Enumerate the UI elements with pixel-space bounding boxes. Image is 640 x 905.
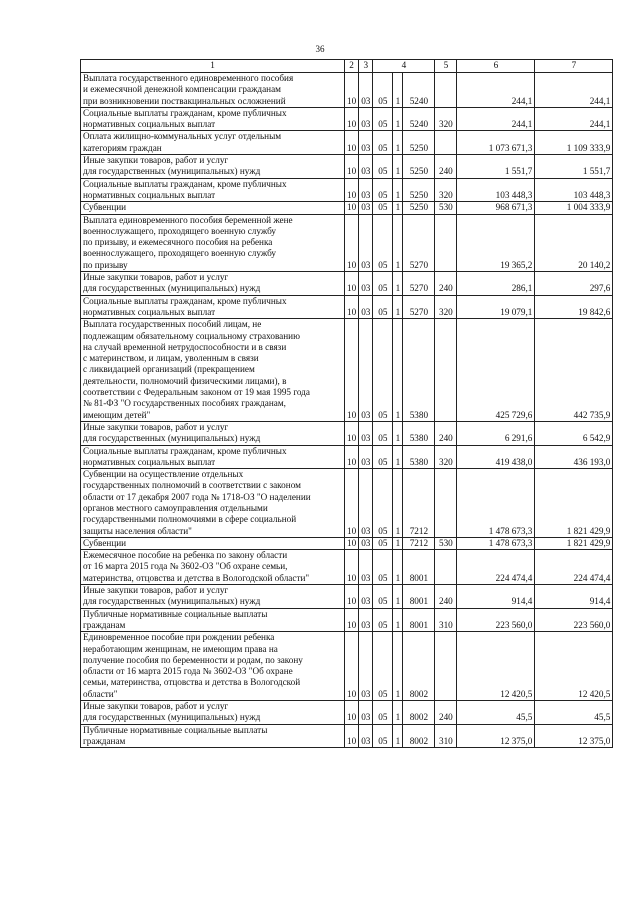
row-name-text: Публичные нормативные социальные выплаты гражданам <box>83 724 268 746</box>
table-row <box>81 272 613 296</box>
row-name-cell <box>81 319 345 422</box>
code-section-cell: 10 <box>345 272 359 296</box>
code-program-cell: 05 <box>373 73 393 108</box>
code-subsection-cell: 03 <box>359 537 373 549</box>
code-expense-type-cell <box>435 632 457 701</box>
code-section-cell: 10 <box>345 131 359 155</box>
code-section-cell: 10 <box>345 724 359 748</box>
amount-year-2-cell: 223 560,0 <box>535 608 613 632</box>
code-direction-cell: 5270 <box>403 272 435 296</box>
code-direction-cell: 5250 <box>403 131 435 155</box>
code-expense-type-cell: 320 <box>435 445 457 469</box>
code-section-cell: 10 <box>345 469 359 538</box>
code-expense-type-cell: 320 <box>435 107 457 131</box>
table-row <box>81 445 613 469</box>
amount-year-2-cell: 914,4 <box>535 585 613 609</box>
code-expense-type-cell: 240 <box>435 421 457 445</box>
code-direction-cell: 8002 <box>403 724 435 748</box>
row-name-text: Иные закупки товаров, работ и услуг для государственных (муниципальных) нужд <box>83 701 261 723</box>
code-subsection-cell: 03 <box>359 550 373 585</box>
code-subprogram-cell: 1 <box>393 585 403 609</box>
code-direction-cell: 5270 <box>403 295 435 319</box>
code-section-cell: 10 <box>345 537 359 549</box>
row-name-text: Социальные выплаты гражданам, кроме публичных нормативных социальных выплат <box>83 295 287 317</box>
code-expense-type-cell: 530 <box>435 202 457 214</box>
row-name-cell <box>81 585 345 609</box>
amount-year-2-cell: 244,1 <box>535 107 613 131</box>
table-row <box>81 73 613 108</box>
code-direction-cell: 5380 <box>403 319 435 422</box>
code-direction-cell: 5270 <box>403 214 435 271</box>
code-direction-cell: 5250 <box>403 178 435 202</box>
code-program-cell: 05 <box>373 131 393 155</box>
header-cell: 1 <box>81 60 345 73</box>
row-name-text: Иные закупки товаров, работ и услуг для государственных (муниципальных) нужд <box>83 585 261 607</box>
code-expense-type-cell <box>435 550 457 585</box>
amount-year-1-cell: 6 291,6 <box>457 421 535 445</box>
table-row <box>81 469 613 538</box>
row-name-cell <box>81 632 345 701</box>
amount-year-2-cell: 297,6 <box>535 272 613 296</box>
table-row <box>81 155 613 179</box>
code-subsection-cell: 03 <box>359 445 373 469</box>
row-name-text: Публичные нормативные социальные выплаты гражданам <box>83 608 268 630</box>
amount-year-2-cell: 45,5 <box>535 701 613 725</box>
code-direction-cell: 7212 <box>403 537 435 549</box>
code-subsection-cell: 03 <box>359 724 373 748</box>
amount-year-2-cell: 6 542,9 <box>535 421 613 445</box>
code-expense-type-cell <box>435 131 457 155</box>
amount-year-1-cell: 19 079,1 <box>457 295 535 319</box>
header-cell: 3 <box>359 60 373 73</box>
code-subprogram-cell: 1 <box>393 295 403 319</box>
code-subsection-cell: 03 <box>359 214 373 271</box>
header-cell: 4 <box>373 60 435 73</box>
code-subprogram-cell: 1 <box>393 107 403 131</box>
code-section-cell: 10 <box>345 550 359 585</box>
code-subprogram-cell: 1 <box>393 319 403 422</box>
code-expense-type-cell <box>435 469 457 538</box>
amount-year-1-cell: 103 448,3 <box>457 178 535 202</box>
code-direction-cell: 5250 <box>403 202 435 214</box>
code-subprogram-cell: 1 <box>393 131 403 155</box>
amount-year-2-cell: 12 375,0 <box>535 724 613 748</box>
table-row <box>81 319 613 422</box>
amount-year-1-cell: 12 420,5 <box>457 632 535 701</box>
table-row <box>81 537 613 549</box>
row-name-cell <box>81 608 345 632</box>
row-name-cell <box>81 131 345 155</box>
code-direction-cell: 5380 <box>403 445 435 469</box>
code-section-cell: 10 <box>345 319 359 422</box>
amount-year-1-cell: 19 365,2 <box>457 214 535 271</box>
amount-year-1-cell: 914,4 <box>457 585 535 609</box>
code-section-cell: 10 <box>345 585 359 609</box>
code-subsection-cell: 03 <box>359 178 373 202</box>
row-name-text: Субвенции <box>83 202 127 213</box>
code-section-cell: 10 <box>345 73 359 108</box>
table-row <box>81 295 613 319</box>
code-program-cell: 05 <box>373 445 393 469</box>
code-program-cell: 05 <box>373 319 393 422</box>
row-name-cell <box>81 445 345 469</box>
code-section-cell: 10 <box>345 295 359 319</box>
code-subprogram-cell: 1 <box>393 155 403 179</box>
amount-year-2-cell: 442 735,9 <box>535 319 613 422</box>
amount-year-2-cell: 12 420,5 <box>535 632 613 701</box>
code-subsection-cell: 03 <box>359 131 373 155</box>
code-program-cell: 05 <box>373 550 393 585</box>
code-expense-type-cell: 310 <box>435 724 457 748</box>
table-row <box>81 585 613 609</box>
row-name-cell <box>81 73 345 108</box>
code-section-cell: 10 <box>345 178 359 202</box>
code-subsection-cell: 03 <box>359 469 373 538</box>
amount-year-2-cell: 1 109 333,9 <box>535 131 613 155</box>
table-row <box>81 131 613 155</box>
code-program-cell: 05 <box>373 421 393 445</box>
table-row <box>81 701 613 725</box>
code-direction-cell: 5380 <box>403 421 435 445</box>
code-program-cell: 05 <box>373 632 393 701</box>
row-name-cell <box>81 214 345 271</box>
code-subprogram-cell: 1 <box>393 701 403 725</box>
table-row <box>81 724 613 748</box>
code-section-cell: 10 <box>345 202 359 214</box>
row-name-cell <box>81 178 345 202</box>
code-expense-type-cell: 240 <box>435 272 457 296</box>
code-program-cell: 05 <box>373 272 393 296</box>
code-subsection-cell: 03 <box>359 155 373 179</box>
code-section-cell: 10 <box>345 214 359 271</box>
amount-year-1-cell: 244,1 <box>457 73 535 108</box>
amount-year-2-cell: 1 821 429,9 <box>535 469 613 538</box>
code-program-cell: 05 <box>373 537 393 549</box>
code-program-cell: 05 <box>373 608 393 632</box>
amount-year-1-cell: 1 073 671,3 <box>457 131 535 155</box>
code-section-cell: 10 <box>345 155 359 179</box>
code-program-cell: 05 <box>373 295 393 319</box>
row-name-cell <box>81 469 345 538</box>
amount-year-1-cell: 223 560,0 <box>457 608 535 632</box>
row-name-cell <box>81 724 345 748</box>
amount-year-2-cell: 20 140,2 <box>535 214 613 271</box>
code-program-cell: 05 <box>373 585 393 609</box>
row-name-text: Выплата единовременного пособия беременной жене военнослужащего, проходящего военную службу по призыву, и ежемесячного пособия на ребенка военнослужащего, проходящего военную службу по призыву <box>83 214 293 270</box>
amount-year-1-cell: 419 438,0 <box>457 445 535 469</box>
code-expense-type-cell <box>435 73 457 108</box>
code-subprogram-cell: 1 <box>393 550 403 585</box>
row-name-text: Единовременное пособие при рождении ребенка неработающим женщинам, не имеющим права на получение пособия по беременности и родам, по закону области от 16 марта 2015 года № 3602-ОЗ "Об охране семьи, материнства, отцовства и детства в Вологодской области" <box>83 632 303 699</box>
code-program-cell: 05 <box>373 701 393 725</box>
code-subsection-cell: 03 <box>359 73 373 108</box>
code-subprogram-cell: 1 <box>393 178 403 202</box>
code-expense-type-cell: 530 <box>435 537 457 549</box>
code-section-cell: 10 <box>345 445 359 469</box>
row-name-cell <box>81 537 345 549</box>
code-program-cell: 05 <box>373 107 393 131</box>
amount-year-2-cell: 224 474,4 <box>535 550 613 585</box>
code-subprogram-cell: 1 <box>393 272 403 296</box>
code-expense-type-cell: 240 <box>435 701 457 725</box>
table-row <box>81 550 613 585</box>
code-program-cell: 05 <box>373 178 393 202</box>
code-subsection-cell: 03 <box>359 272 373 296</box>
code-subprogram-cell: 1 <box>393 73 403 108</box>
code-expense-type-cell: 310 <box>435 608 457 632</box>
code-subsection-cell: 03 <box>359 421 373 445</box>
amount-year-2-cell: 244,1 <box>535 73 613 108</box>
budget-table <box>80 59 613 748</box>
code-expense-type-cell: 240 <box>435 585 457 609</box>
row-name-text: Ежемесячное пособие на ребенка по закону области от 16 марта 2015 года № 3602-ОЗ "Об охране семьи, материнства, отцовства и детства в Вологодской области" <box>83 550 310 583</box>
row-name-cell <box>81 155 345 179</box>
code-program-cell: 05 <box>373 155 393 179</box>
code-subprogram-cell: 1 <box>393 724 403 748</box>
table-row <box>81 178 613 202</box>
code-subprogram-cell: 1 <box>393 608 403 632</box>
header-cell: 5 <box>435 60 457 73</box>
row-name-text: Социальные выплаты гражданам, кроме публичных нормативных социальных выплат <box>83 445 287 467</box>
amount-year-2-cell: 436 193,0 <box>535 445 613 469</box>
code-subsection-cell: 03 <box>359 202 373 214</box>
row-name-cell <box>81 550 345 585</box>
amount-year-2-cell: 1 821 429,9 <box>535 537 613 549</box>
table-row <box>81 202 613 214</box>
code-subprogram-cell: 1 <box>393 445 403 469</box>
row-name-cell <box>81 421 345 445</box>
code-subsection-cell: 03 <box>359 295 373 319</box>
table-row <box>81 107 613 131</box>
table-row <box>81 214 613 271</box>
code-direction-cell: 7212 <box>403 469 435 538</box>
table-row <box>81 632 613 701</box>
code-program-cell: 05 <box>373 214 393 271</box>
row-name-text: Выплата государственных пособий лицам, не подлежащим обязательному социальному страхованию на случай временной нетрудоспособности и в связи с материнством, и лицам, уволенным в связи с ликвидацией организаций (прекращением деятельности, полномочий физическими лицами), в соответствии с Федеральным законом от 19 мая 1995 года № 81-ФЗ "О государственных пособиях гражданам, имеющим детей" <box>83 319 310 420</box>
row-name-cell <box>81 107 345 131</box>
header-cell: 2 <box>345 60 359 73</box>
amount-year-1-cell: 12 375,0 <box>457 724 535 748</box>
code-subprogram-cell: 1 <box>393 421 403 445</box>
amount-year-1-cell: 286,1 <box>457 272 535 296</box>
amount-year-1-cell: 968 671,3 <box>457 202 535 214</box>
page-number: 36 <box>315 44 325 54</box>
row-name-cell <box>81 202 345 214</box>
code-direction-cell: 8001 <box>403 585 435 609</box>
code-direction-cell: 8002 <box>403 701 435 725</box>
code-expense-type-cell <box>435 319 457 422</box>
amount-year-2-cell: 1 551,7 <box>535 155 613 179</box>
code-program-cell: 05 <box>373 724 393 748</box>
code-section-cell: 10 <box>345 608 359 632</box>
amount-year-1-cell: 1 478 673,3 <box>457 537 535 549</box>
code-subsection-cell: 03 <box>359 585 373 609</box>
row-name-text: Иные закупки товаров, работ и услуг для государственных (муниципальных) нужд <box>83 272 261 294</box>
code-subprogram-cell: 1 <box>393 469 403 538</box>
row-name-cell <box>81 295 345 319</box>
code-expense-type-cell: 320 <box>435 295 457 319</box>
row-name-text: Субвенции на осуществление отдельных государственных полномочий в соответствии с законом области от 17 декабря 2007 года № 1718-ОЗ "О наделении органов местного самоуправления отдельными государственными полномочиями в сфере социальной защиты населения области" <box>83 469 311 536</box>
code-direction-cell: 8002 <box>403 632 435 701</box>
table-row <box>81 421 613 445</box>
amount-year-2-cell: 19 842,6 <box>535 295 613 319</box>
row-name-text: Иные закупки товаров, работ и услуг для государственных (муниципальных) нужд <box>83 421 261 444</box>
code-section-cell: 10 <box>345 107 359 131</box>
code-section-cell: 10 <box>345 421 359 445</box>
code-subprogram-cell: 1 <box>393 214 403 271</box>
amount-year-1-cell: 425 729,6 <box>457 319 535 422</box>
code-direction-cell: 5240 <box>403 73 435 108</box>
code-subsection-cell: 03 <box>359 632 373 701</box>
code-subsection-cell: 03 <box>359 608 373 632</box>
code-direction-cell: 8001 <box>403 550 435 585</box>
row-name-text: Социальные выплаты гражданам, кроме публичных нормативных социальных выплат <box>83 178 287 200</box>
row-name-cell <box>81 272 345 296</box>
amount-year-2-cell: 103 448,3 <box>535 178 613 202</box>
table-row <box>81 608 613 632</box>
code-program-cell: 05 <box>373 202 393 214</box>
amount-year-2-cell: 1 004 333,9 <box>535 202 613 214</box>
code-expense-type-cell <box>435 214 457 271</box>
code-section-cell: 10 <box>345 632 359 701</box>
code-subsection-cell: 03 <box>359 107 373 131</box>
amount-year-1-cell: 224 474,4 <box>457 550 535 585</box>
row-name-text: Оплата жилищно-коммунальных услуг отдельным категориям граждан <box>83 131 282 153</box>
code-subprogram-cell: 1 <box>393 632 403 701</box>
code-expense-type-cell: 320 <box>435 178 457 202</box>
table-header-row <box>81 60 613 73</box>
header-cell: 6 <box>457 60 535 73</box>
row-name-text: Субвенции <box>83 537 127 548</box>
amount-year-1-cell: 244,1 <box>457 107 535 131</box>
amount-year-1-cell: 1 551,7 <box>457 155 535 179</box>
code-subprogram-cell: 1 <box>393 537 403 549</box>
code-subsection-cell: 03 <box>359 701 373 725</box>
code-direction-cell: 8001 <box>403 608 435 632</box>
code-program-cell: 05 <box>373 469 393 538</box>
amount-year-1-cell: 1 478 673,3 <box>457 469 535 538</box>
row-name-cell <box>81 701 345 725</box>
code-subsection-cell: 03 <box>359 319 373 422</box>
code-subprogram-cell: 1 <box>393 202 403 214</box>
row-name-text: Социальные выплаты гражданам, кроме публичных нормативных социальных выплат <box>83 107 287 130</box>
code-section-cell: 10 <box>345 701 359 725</box>
header-cell: 7 <box>535 60 613 73</box>
row-name-text: Выплата государственного единовременного пособия и ежемесячной денежной компенсации гражданам при возникновении поствакцинальных осложнений <box>83 73 294 106</box>
code-direction-cell: 5240 <box>403 107 435 131</box>
row-name-text: Иные закупки товаров, работ и услуг для государственных (муниципальных) нужд <box>83 155 261 177</box>
code-expense-type-cell: 240 <box>435 155 457 179</box>
amount-year-1-cell: 45,5 <box>457 701 535 725</box>
code-direction-cell: 5250 <box>403 155 435 179</box>
